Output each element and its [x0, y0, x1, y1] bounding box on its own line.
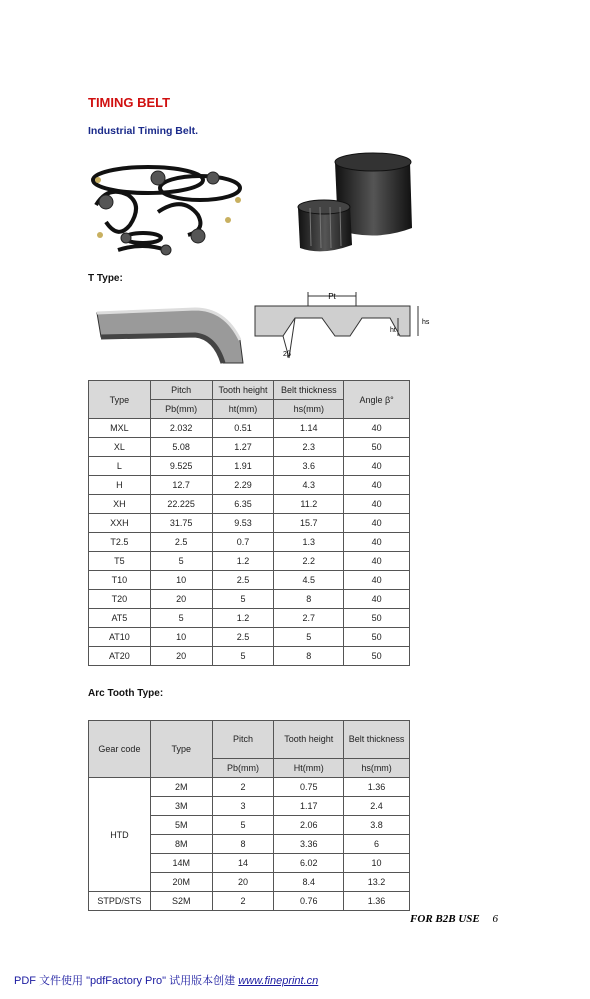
- fineprint-link[interactable]: www.fineprint.cn: [238, 975, 319, 987]
- table-cell: 11.2: [274, 495, 344, 514]
- table-cell: 2.3: [274, 438, 344, 457]
- table-cell: 5: [212, 816, 274, 835]
- table-cell: 40: [344, 552, 410, 571]
- table-row: [89, 609, 410, 628]
- header-type: Type: [150, 721, 212, 778]
- t-type-tooth-diagram: [250, 288, 430, 368]
- table-cell: 2.5: [212, 571, 274, 590]
- table-row: [89, 778, 410, 797]
- belt-sleeve-photo: [290, 150, 420, 260]
- table-cell: 2: [212, 778, 274, 797]
- table-cell: 6.35: [212, 495, 274, 514]
- table-cell: 0.51: [212, 419, 274, 438]
- page-title: TIMING BELT: [88, 95, 171, 110]
- ht-dimension-label: ht: [390, 327, 396, 334]
- table-cell: 1.2: [212, 552, 274, 571]
- table-cell: 6: [344, 835, 410, 854]
- table-cell: 5: [212, 647, 274, 666]
- table-cell: 6.02: [274, 854, 344, 873]
- table-cell: 2.4: [344, 797, 410, 816]
- table-cell: 40: [344, 495, 410, 514]
- group-htd: HTD: [89, 778, 151, 892]
- table-cell: 2.5: [212, 628, 274, 647]
- t-type-label: T Type:: [88, 273, 123, 284]
- table-row: [89, 533, 410, 552]
- table-row: [89, 476, 410, 495]
- table-row: [89, 514, 410, 533]
- table-cell: 15.7: [274, 514, 344, 533]
- table-cell: 14: [212, 854, 274, 873]
- unit-belt-thickness: hs(mm): [274, 400, 344, 419]
- table-cell: 8: [274, 590, 344, 609]
- table-cell: 5: [150, 552, 212, 571]
- table-row: [89, 571, 410, 590]
- table-cell: 50: [344, 609, 410, 628]
- table-cell: 40: [344, 533, 410, 552]
- header-pitch: Pitch: [212, 721, 274, 759]
- unit-belt-thickness: hs(mm): [344, 758, 410, 777]
- table-cell: 5M: [150, 816, 212, 835]
- pitch-dimension-label: Pt: [328, 292, 336, 301]
- table-cell: 9.525: [150, 457, 212, 476]
- timing-belts-photo: [88, 150, 248, 260]
- table-cell: 12.7: [150, 476, 212, 495]
- table-cell: L: [89, 457, 151, 476]
- unit-pitch: Pb(mm): [150, 400, 212, 419]
- table-cell: 1.91: [212, 457, 274, 476]
- table-cell: T10: [89, 571, 151, 590]
- table-header-row: [89, 381, 410, 400]
- table-cell: XL: [89, 438, 151, 457]
- table-cell: T2.5: [89, 533, 151, 552]
- arc-tooth-type-label: Arc Tooth Type:: [88, 688, 164, 699]
- table-cell: 3.8: [344, 816, 410, 835]
- table-cell: 5: [150, 609, 212, 628]
- table-cell: 50: [344, 438, 410, 457]
- pdf-creator-note: [14, 972, 318, 988]
- table-cell: 3: [212, 797, 274, 816]
- table-cell: 40: [344, 419, 410, 438]
- table-cell: 50: [344, 628, 410, 647]
- page-number: 6: [492, 913, 498, 925]
- hs-dimension-label: hs: [422, 319, 430, 326]
- table-cell: 1.14: [274, 419, 344, 438]
- table-cell: AT20: [89, 647, 151, 666]
- header-type: Type: [89, 381, 151, 419]
- group-stpd-sts: STPD/STS: [89, 892, 151, 911]
- table-cell: 9.53: [212, 514, 274, 533]
- table-cell: 40: [344, 476, 410, 495]
- table-cell: 22.225: [150, 495, 212, 514]
- table-cell: 10: [344, 854, 410, 873]
- angle-dimension-label: 2β: [283, 351, 291, 358]
- table-cell: 5: [274, 628, 344, 647]
- table-cell: 0.75: [274, 778, 344, 797]
- header-tooth-height: Tooth height: [212, 381, 274, 400]
- table-cell: 0.7: [212, 533, 274, 552]
- header-pitch: Pitch: [150, 381, 212, 400]
- table-row: [89, 438, 410, 457]
- page-footer: [410, 913, 498, 925]
- table-cell: T5: [89, 552, 151, 571]
- table-cell: 3M: [150, 797, 212, 816]
- table-cell: S2M: [150, 892, 212, 911]
- table-cell: 2.032: [150, 419, 212, 438]
- arc-tooth-table: [88, 720, 410, 911]
- header-gear-code: Gear code: [89, 721, 151, 778]
- header-belt-thickness: Belt thickness: [344, 721, 410, 759]
- unit-tooth-height: Ht(mm): [274, 758, 344, 777]
- table-row: [89, 552, 410, 571]
- table-row: [89, 647, 410, 666]
- table-cell: 3.36: [274, 835, 344, 854]
- table-cell: 40: [344, 457, 410, 476]
- table-row: [89, 457, 410, 476]
- table-cell: 0.76: [274, 892, 344, 911]
- table-cell: 2M: [150, 778, 212, 797]
- table-cell: 8: [274, 647, 344, 666]
- table-cell: 8M: [150, 835, 212, 854]
- unit-tooth-height: ht(mm): [212, 400, 274, 419]
- header-tooth-height: Tooth height: [274, 721, 344, 759]
- table-cell: 1.36: [344, 778, 410, 797]
- b2b-note: FOR B2B USE: [410, 913, 480, 925]
- pdf-note-text: PDF 文件使用 "pdfFactory Pro" 试用版本创建: [14, 975, 239, 987]
- t-type-table: [88, 380, 410, 666]
- t-type-belt-photo: [95, 295, 245, 365]
- table-cell: 1.3: [274, 533, 344, 552]
- table-cell: 8: [212, 835, 274, 854]
- table-cell: 40: [344, 514, 410, 533]
- table-cell: 1.2: [212, 609, 274, 628]
- table-cell: AT10: [89, 628, 151, 647]
- table-cell: 5: [212, 590, 274, 609]
- unit-pitch: Pb(mm): [212, 758, 274, 777]
- table-cell: 8.4: [274, 873, 344, 892]
- table-cell: H: [89, 476, 151, 495]
- table-cell: 14M: [150, 854, 212, 873]
- table-cell: 2.7: [274, 609, 344, 628]
- table-cell: 2.5: [150, 533, 212, 552]
- table-cell: 20: [150, 647, 212, 666]
- table-cell: 10: [150, 571, 212, 590]
- table-cell: 13.2: [344, 873, 410, 892]
- table-row: [89, 590, 410, 609]
- table-cell: 20M: [150, 873, 212, 892]
- table-cell: 40: [344, 571, 410, 590]
- table-cell: 4.5: [274, 571, 344, 590]
- table-cell: XXH: [89, 514, 151, 533]
- table-cell: MXL: [89, 419, 151, 438]
- table-cell: 50: [344, 647, 410, 666]
- table-cell: 2.29: [212, 476, 274, 495]
- table-cell: 2: [212, 892, 274, 911]
- table-cell: 5.08: [150, 438, 212, 457]
- table-cell: T20: [89, 590, 151, 609]
- table-cell: 1.17: [274, 797, 344, 816]
- table-cell: 4.3: [274, 476, 344, 495]
- table-row: [89, 495, 410, 514]
- table-cell: AT5: [89, 609, 151, 628]
- table-cell: 1.36: [344, 892, 410, 911]
- table-cell: XH: [89, 495, 151, 514]
- header-belt-thickness: Belt thickness: [274, 381, 344, 400]
- table-row: [89, 892, 410, 911]
- table-cell: 31.75: [150, 514, 212, 533]
- table-cell: 20: [150, 590, 212, 609]
- table-cell: 1.27: [212, 438, 274, 457]
- table-header-row: [89, 721, 410, 759]
- table-row: [89, 419, 410, 438]
- table-cell: 2.2: [274, 552, 344, 571]
- table-row: [89, 628, 410, 647]
- table-cell: 20: [212, 873, 274, 892]
- table-cell: 10: [150, 628, 212, 647]
- table-cell: 2.06: [274, 816, 344, 835]
- table-cell: 40: [344, 590, 410, 609]
- page-subtitle: Industrial Timing Belt.: [88, 125, 199, 137]
- table-cell: 3.6: [274, 457, 344, 476]
- header-angle: Angle β°: [344, 381, 410, 419]
